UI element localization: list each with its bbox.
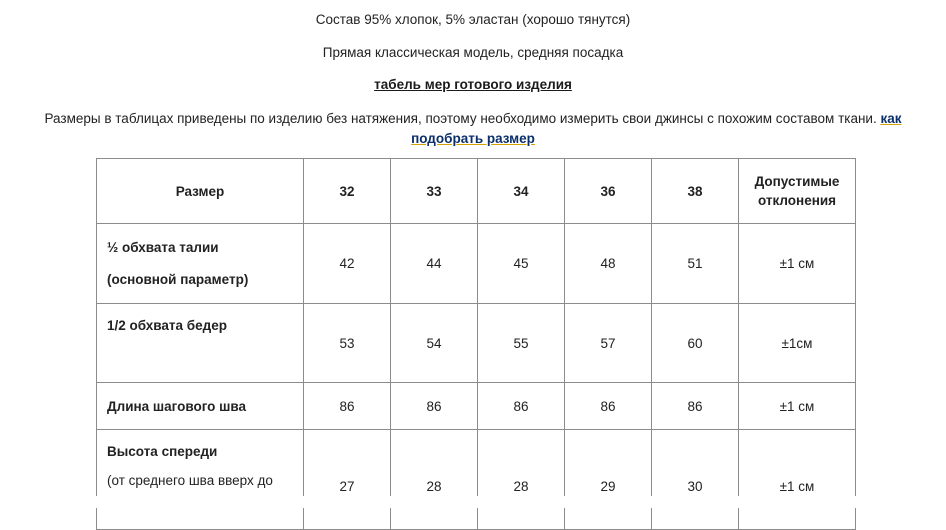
table-cell: 45 <box>478 224 565 304</box>
table-cell: 55 <box>478 304 565 383</box>
model-description: Прямая классическая модель, средняя посадка <box>322 45 624 60</box>
composition-text: Состав 95% хлопок, 5% эластан (хорошо тянутся) <box>315 12 631 27</box>
header-size-cell: 34 <box>478 159 565 224</box>
table-cell: 28 <box>478 430 565 530</box>
table-cell: 30 <box>652 430 739 530</box>
row-label-main: Высота спереди <box>107 444 218 459</box>
table-header-row <box>97 159 856 224</box>
tolerance-cell: ±1 см <box>739 224 856 304</box>
table-cell: 86 <box>391 383 478 430</box>
table-title: табель мер готового изделия <box>374 77 572 92</box>
tolerance-cell: ±1 см <box>739 430 856 530</box>
row-label: Длина шагового шва <box>97 383 304 430</box>
table-row <box>97 430 856 530</box>
row-label <box>97 224 304 304</box>
table-cell: 51 <box>652 224 739 304</box>
header-size-label: Размер <box>97 159 304 224</box>
table-cell: 86 <box>565 383 652 430</box>
intro-paragraph <box>8 109 938 149</box>
row-label <box>97 304 304 383</box>
table-row <box>97 304 856 383</box>
row-label-main: 1/2 обхвата бедер <box>107 318 227 333</box>
table-cell: 29 <box>565 430 652 530</box>
table-cell: 86 <box>478 383 565 430</box>
table-cell: 53 <box>304 304 391 383</box>
table-cell: 57 <box>565 304 652 383</box>
table-cell: 28 <box>391 430 478 530</box>
table-row <box>97 224 856 304</box>
table-cell: 42 <box>304 224 391 304</box>
row-label-main: ½ обхвата талии <box>107 239 219 255</box>
table-cell: 86 <box>304 383 391 430</box>
table-cell: 54 <box>391 304 478 383</box>
table-row <box>97 383 856 430</box>
header-size-cell: 32 <box>304 159 391 224</box>
header-size-cell: 36 <box>565 159 652 224</box>
table-cell: 27 <box>304 430 391 530</box>
table-cell: 60 <box>652 304 739 383</box>
viewport-bottom-edge <box>0 496 946 508</box>
tolerance-cell: ±1см <box>739 304 856 383</box>
table-cell: 86 <box>652 383 739 430</box>
header-size-cell: 38 <box>652 159 739 224</box>
row-label-note: (от среднего шва вверх до <box>107 473 273 488</box>
table-cell: 44 <box>391 224 478 304</box>
intro-text: Размеры в таблицах приведены по изделию без натяжения, поэтому необходимо измерить свои джинсы с похожим составом ткани. <box>44 111 881 126</box>
header-size-cell: 33 <box>391 159 478 224</box>
how-to-choose-size-link[interactable]: как подобрать размер <box>411 111 902 146</box>
tolerance-cell: ±1 см <box>739 383 856 430</box>
row-label-secondary: (основной параметр) <box>107 271 249 287</box>
header-tolerance: Допустимые отклонения <box>739 159 856 224</box>
row-label <box>97 430 304 530</box>
table-cell: 48 <box>565 224 652 304</box>
size-table <box>96 158 856 530</box>
